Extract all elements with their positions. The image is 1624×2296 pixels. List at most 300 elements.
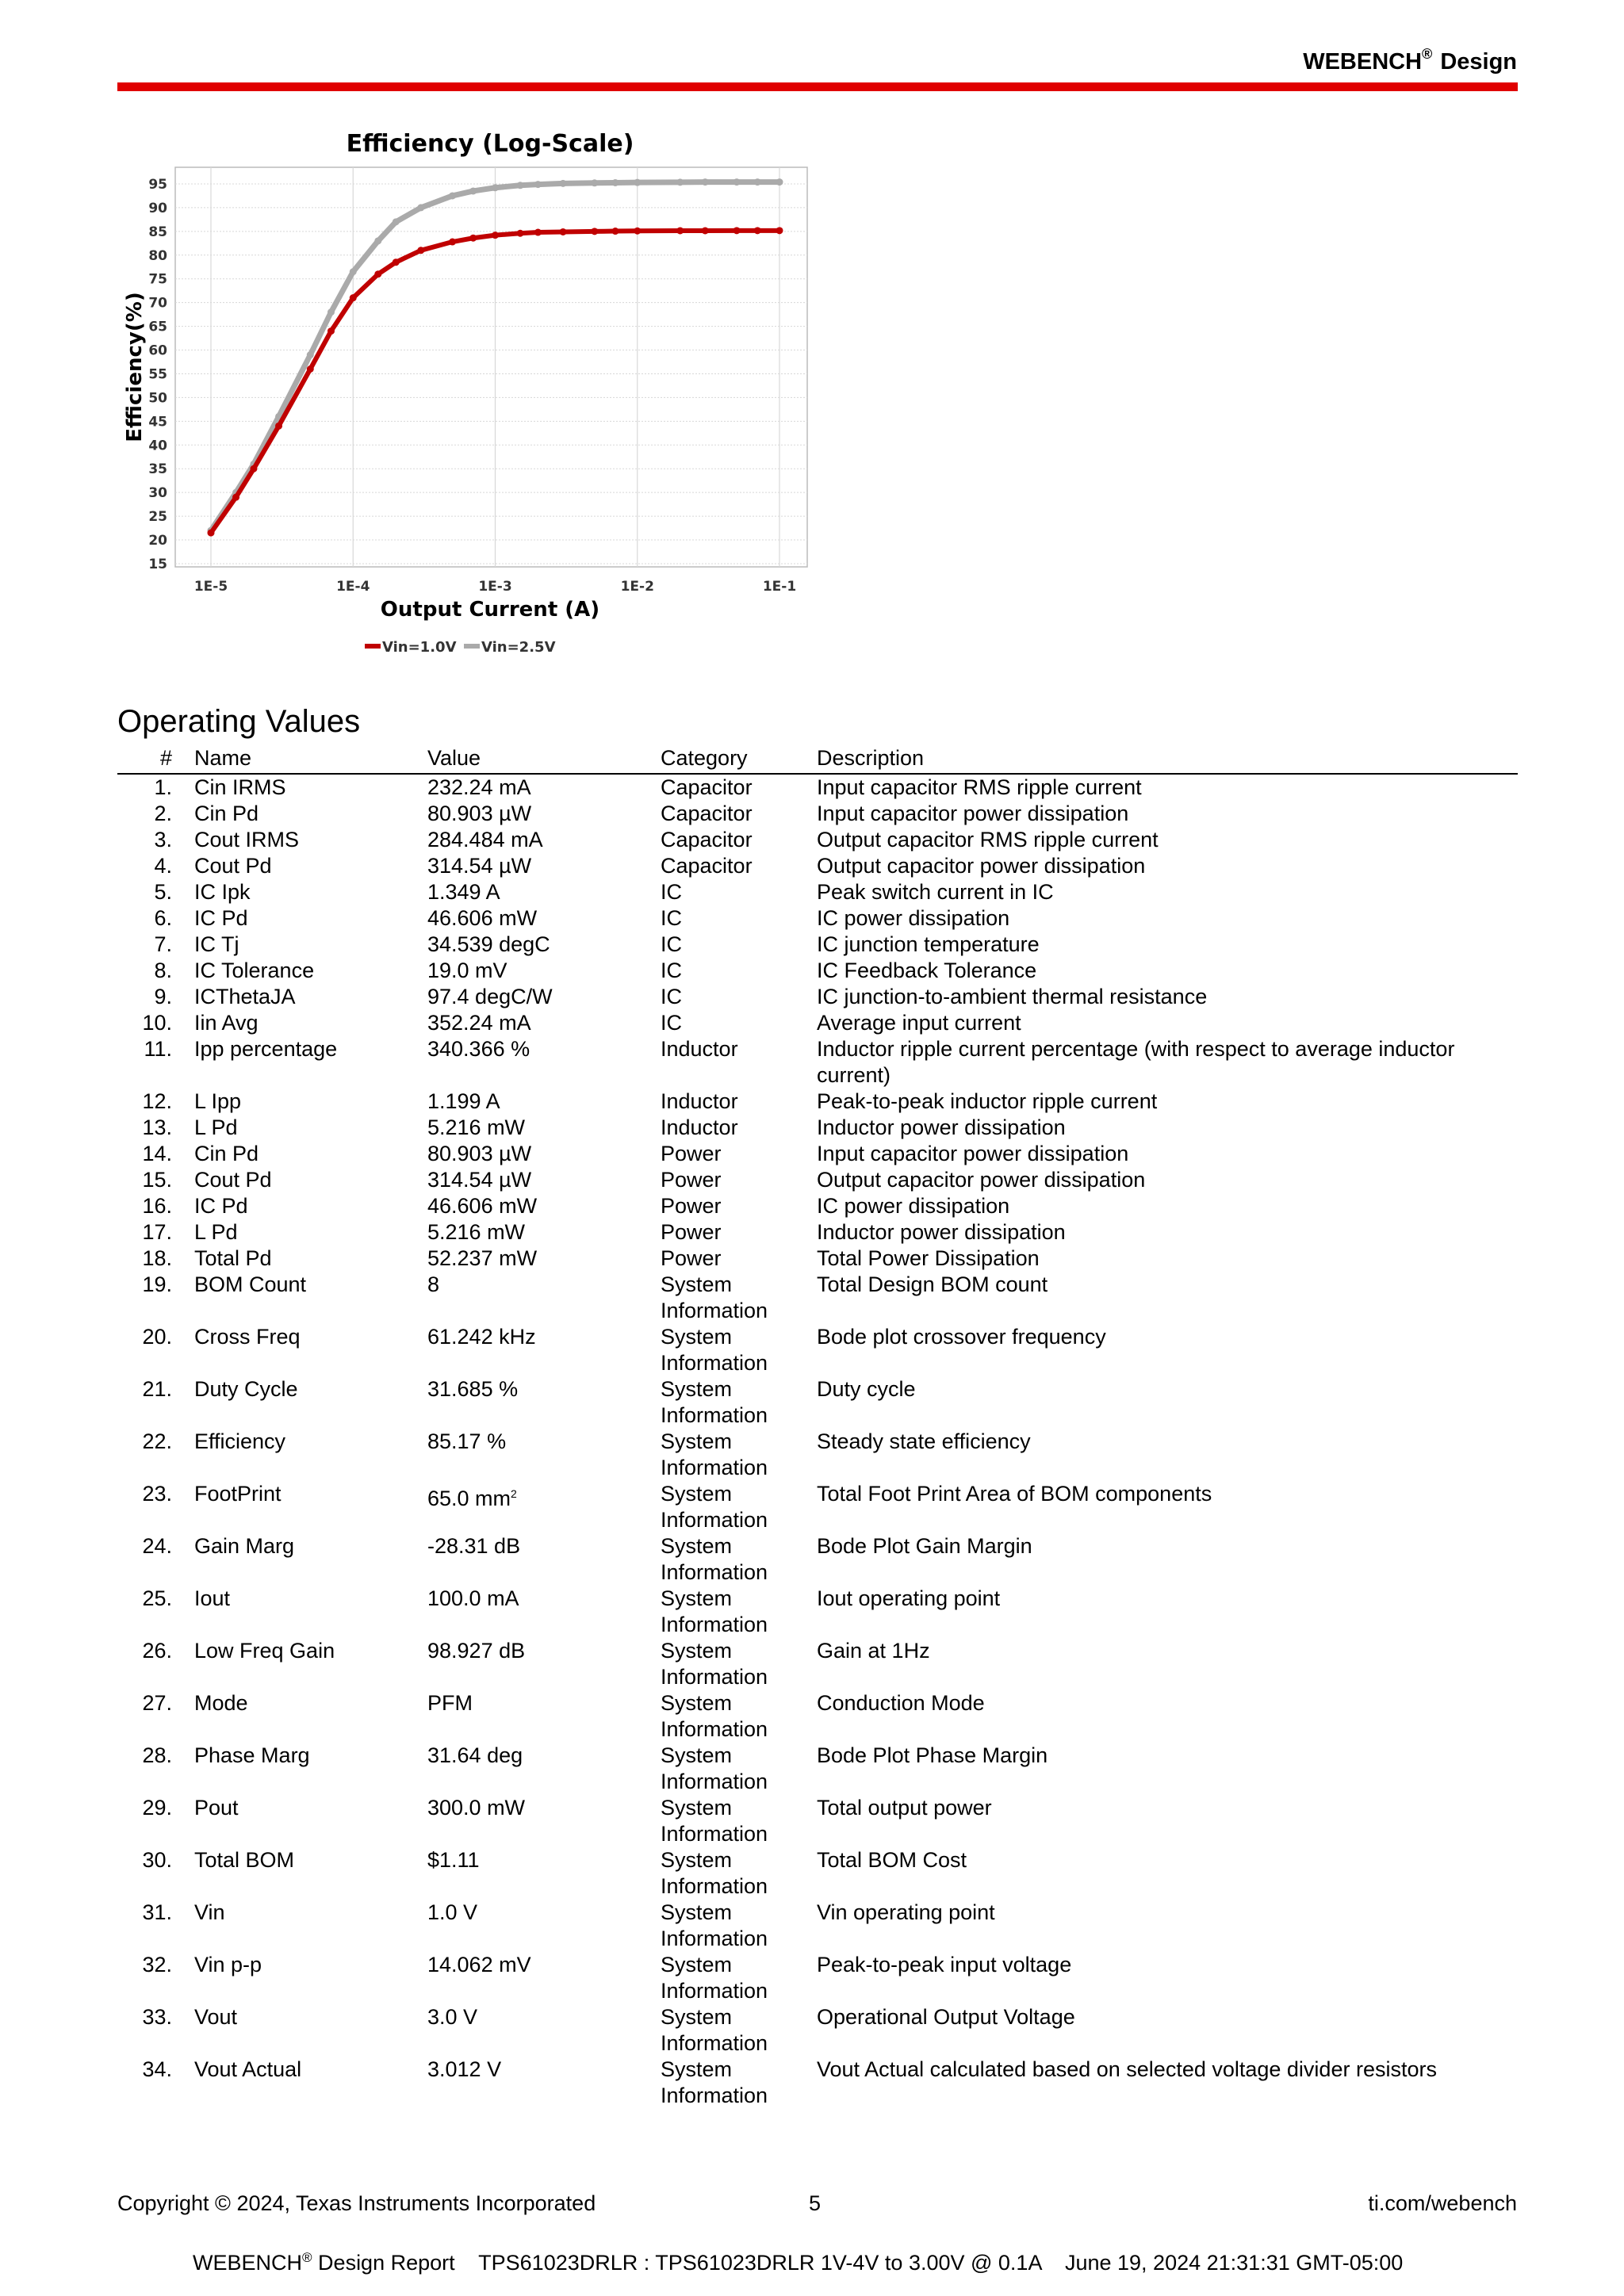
cell-value-text: 80.903 µW [427,802,532,825]
cell-category-text: Power [661,1142,722,1165]
cell-name [194,1743,427,1795]
cell-category [661,1167,817,1193]
cell-num [117,958,194,984]
unit-superscript: 2 [511,1487,517,1500]
cell-num [117,1246,194,1272]
data-point [676,227,684,234]
footer-page-number: 5 [809,2191,822,2215]
table-row [117,1193,1518,1219]
footer-copyright: Copyright © 2024, Texas Instruments Incorporated [117,2191,596,2215]
cell-name [194,827,427,853]
cell-value [427,1193,661,1219]
table-row [117,1089,1518,1115]
cell-description-text: Total BOM Cost [817,1848,967,1872]
cell-category-text: IC [661,959,682,982]
cell-num [117,905,194,932]
data-point [469,187,477,194]
cell-value [427,1586,661,1638]
data-point [307,351,314,358]
cell-num [117,827,194,853]
cell-name-text: IC Ipk [194,880,251,904]
cell-num-text: 14. [142,1142,172,1165]
cell-value [427,1010,661,1036]
table-row [117,1141,1518,1167]
cell-num [117,1036,194,1089]
cell-name [194,1533,427,1586]
cell-category [661,827,817,853]
cell-name-text: L Pd [194,1115,238,1139]
table-row [117,1481,1518,1533]
cell-category [661,879,817,905]
cell-category [661,801,817,827]
cell-name [194,1795,427,1847]
table-row [117,958,1518,984]
x-tick-label: 1E-1 [762,579,797,595]
cell-category [661,1324,817,1376]
cell-description-text: Peak-to-peak inductor ripple current [817,1089,1158,1113]
y-tick-label: 35 [148,461,167,478]
y-tick-label: 25 [148,509,167,526]
cell-num-text: 15. [142,1168,172,1192]
table-row [117,1219,1518,1246]
cell-description [817,1115,1518,1141]
cell-description-text: Inductor ripple current percentage (with respect to average inductor current) [817,1037,1455,1087]
cell-value [427,1795,661,1847]
cell-description [817,958,1518,984]
legend-label-vin-2-5v: Vin=2.5V [481,639,556,656]
cell-num [117,1900,194,1952]
cell-description-text: IC junction-to-ambient thermal resistance [817,985,1208,1008]
cell-num-text: 34. [142,2057,172,2081]
cell-name [194,1376,427,1429]
cell-value [427,2057,661,2109]
cell-value [427,1376,661,1429]
y-tick-label: 40 [148,438,167,454]
cell-category-text: System Information [661,1534,768,1584]
y-tick-label: 20 [148,533,167,549]
cell-category [661,1193,817,1219]
cell-name [194,1586,427,1638]
legend-label-vin-1v: Vin=1.0V [382,639,457,656]
data-point [374,237,381,244]
header-category: Category [661,745,817,774]
cell-description [817,1246,1518,1272]
table-row [117,1795,1518,1847]
cell-num [117,1193,194,1219]
cell-name [194,1246,427,1272]
x-tick-label: 1E-3 [478,579,512,595]
header-brand [1303,46,1517,75]
table-row [117,1010,1518,1036]
cell-description-text: Bode plot crossover frequency [817,1325,1106,1349]
cell-value [427,1847,661,1900]
cell-num-text: 24. [142,1534,172,1558]
cell-num-text: 4. [154,854,172,878]
cell-name-text: L Ipp [194,1089,242,1113]
cell-name-text: Pout [194,1796,239,1820]
table-row [117,1429,1518,1481]
table-row [117,1847,1518,1900]
cell-description-text: Vin operating point [817,1900,995,1924]
cell-num-text: 6. [154,906,172,930]
cell-category [661,1141,817,1167]
cell-value-text: 52.237 mW [427,1246,538,1270]
cell-name-text: ICThetaJA [194,985,296,1008]
cell-name-text: Vin [194,1900,225,1924]
data-point [676,178,684,186]
cell-description [817,1324,1518,1376]
cell-num-text: 29. [142,1796,172,1820]
cell-category [661,984,817,1010]
report-details: Design Report TPS61023DRLR : TPS61023DRLR 1V-4V to 3.00V @ 0.1A June 19, 2024 21:31:31 GMT-05:00 [312,2251,1404,2275]
cell-name [194,958,427,984]
cell-name [194,932,427,958]
cell-num-text: 23. [142,1482,172,1506]
cell-num [117,853,194,879]
header-brand-suffix: Design [1440,49,1517,75]
y-tick-label: 90 [148,200,167,216]
cell-description [817,879,1518,905]
cell-num-text: 8. [154,959,172,982]
cell-description-text: Peak-to-peak input voltage [817,1953,1072,1976]
cell-name [194,1952,427,2004]
cell-description-text: Input capacitor power dissipation [817,802,1129,825]
table-row [117,1246,1518,1272]
cell-value-text: 80.903 µW [427,1142,532,1165]
cell-value-text: 284.484 mA [427,828,543,851]
cell-num [117,1167,194,1193]
cell-value-text: 5.216 mW [427,1115,526,1139]
data-point [275,423,282,430]
x-axis-label: Output Current (A) [380,598,600,622]
data-point [776,227,783,234]
cell-name-text: BOM Count [194,1272,307,1296]
cell-value [427,774,661,801]
cell-name-text: Gain Marg [194,1534,295,1558]
cell-description-text: Inductor power dissipation [817,1115,1066,1139]
cell-description-text: Output capacitor RMS ripple current [817,828,1159,851]
cell-description [817,1141,1518,1167]
cell-num [117,1324,194,1376]
cell-value-text: 340.366 % [427,1037,530,1061]
cell-num-text: 22. [142,1429,172,1453]
cell-category-text: System Information [661,1482,768,1532]
cell-name [194,853,427,879]
table-row [117,1167,1518,1193]
cell-num [117,1690,194,1743]
cell-category-text: Capacitor [661,828,753,851]
cell-category-text: Capacitor [661,802,753,825]
data-point [517,230,524,237]
y-tick-label: 55 [148,366,167,383]
data-point [634,179,641,186]
table-row [117,2004,1518,2057]
table-row [117,1324,1518,1376]
cell-description-text: Bode Plot Gain Margin [817,1534,1032,1558]
chart-title: Efficiency (Log-Scale) [346,130,634,158]
cell-value-text: 46.606 mW [427,1194,538,1218]
section-title: Operating Values [117,704,361,739]
cell-value-text: 46.606 mW [427,906,538,930]
cell-value-text: 85.17 % [427,1429,507,1453]
cell-name [194,1638,427,1690]
cell-value [427,1115,661,1141]
header-value: Value [427,745,661,774]
cell-num-text: 25. [142,1586,172,1610]
data-point [393,258,400,266]
cell-name [194,1193,427,1219]
cell-category [661,1847,817,1900]
cell-num-text: 7. [154,932,172,956]
cell-category-text: System Information [661,2057,768,2107]
cell-category-text: Power [661,1220,722,1244]
data-point [492,184,499,191]
cell-num [117,1795,194,1847]
data-point [492,232,499,239]
cell-description-text: Total Foot Print Area of BOM components [817,1482,1212,1506]
cell-category-text: System Information [661,1325,768,1375]
cell-category-text: Inductor [661,1115,738,1139]
cell-name [194,1847,427,1900]
cell-num-text: 1. [154,775,172,799]
cell-description [817,1089,1518,1115]
cell-description-text: Operational Output Voltage [817,2005,1075,2029]
cell-category [661,2057,817,2109]
cell-value-text: 34.539 degC [427,932,550,956]
cell-description [817,1952,1518,2004]
cell-description [817,2057,1518,2109]
cell-description-text: Steady state efficiency [817,1429,1031,1453]
cell-description-text: IC power dissipation [817,906,1010,930]
cell-value [427,1167,661,1193]
table-header-row [117,745,1518,774]
cell-description [817,2004,1518,2057]
cell-name-text: Cin Pd [194,802,259,825]
cell-name [194,1429,427,1481]
table-row [117,932,1518,958]
cell-num [117,932,194,958]
data-point [560,228,567,235]
cell-category-text: System Information [661,1848,768,1898]
cell-value [427,1272,661,1324]
cell-value-text: 61.242 kHz [427,1325,536,1349]
cell-name [194,1010,427,1036]
cell-description-text: Input capacitor power dissipation [817,1142,1129,1165]
data-point [449,192,456,199]
cell-value-text: $1.11 [427,1848,480,1872]
cell-num [117,1272,194,1324]
cell-description [817,905,1518,932]
cell-value [427,1246,661,1272]
report-line [193,2250,1403,2275]
cell-name-text: IC Tolerance [194,959,315,982]
data-point [517,182,524,189]
cell-description-text: Inductor power dissipation [817,1220,1066,1244]
cell-name-text: IC Pd [194,906,248,930]
cell-category-text: System Information [661,1796,768,1846]
cell-name-text: Total Pd [194,1246,272,1270]
header-description: Description [817,745,1518,774]
cell-num-text: 32. [142,1953,172,1976]
data-point [611,228,619,235]
data-point [417,204,424,211]
cell-category [661,853,817,879]
cell-description-text: IC Feedback Tolerance [817,959,1037,982]
cell-category [661,1638,817,1690]
cell-name-text: Efficiency [194,1429,286,1453]
cell-description [817,1847,1518,1900]
data-point [350,268,357,275]
cell-category [661,1586,817,1638]
cell-name [194,2057,427,2109]
data-point [374,270,381,277]
cell-name-text: Cout Pd [194,854,272,878]
cell-value-text: 97.4 degC/W [427,985,553,1008]
cell-value-text: 232.24 mA [427,775,531,799]
data-point [534,229,542,236]
cell-name [194,1141,427,1167]
cell-name-text: FootPrint [194,1482,282,1506]
cell-value-text: 300.0 mW [427,1796,526,1820]
cell-category [661,1272,817,1324]
table-row [117,1952,1518,2004]
cell-category-text: IC [661,906,682,930]
table-row [117,1115,1518,1141]
cell-value [427,1743,661,1795]
header-name: Name [194,745,427,774]
cell-category [661,1900,817,1952]
cell-category-text: IC [661,932,682,956]
cell-num [117,1376,194,1429]
cell-value [427,801,661,827]
header-num: # [117,745,194,774]
cell-num-text: 30. [142,1848,172,1872]
table-row [117,1533,1518,1586]
cell-name [194,1089,427,1115]
cell-value-text: 100.0 mA [427,1586,519,1610]
cell-value [427,1141,661,1167]
cell-num [117,1010,194,1036]
cell-description [817,1167,1518,1193]
table-row [117,801,1518,827]
data-point [591,228,598,235]
table-row [117,879,1518,905]
data-point [469,235,477,242]
cell-category-text: System Information [661,1691,768,1741]
cell-category-text: IC [661,880,682,904]
cell-description-text: Gain at 1Hz [817,1639,930,1663]
cell-category [661,932,817,958]
footer-site-link[interactable]: ti.com/webench [1368,2191,1517,2215]
cell-num-text: 19. [142,1272,172,1296]
cell-name-text: Cross Freq [194,1325,301,1349]
cell-num [117,1429,194,1481]
cell-category [661,1481,817,1533]
cell-value-text: 1.0 V [427,1900,478,1924]
cell-name-text: IC Tj [194,932,239,956]
x-tick-label: 1E-2 [620,579,654,595]
plot-area [175,167,807,567]
cell-description-text: Output capacitor power dissipation [817,1168,1146,1192]
cell-description-text: Conduction Mode [817,1691,985,1715]
cell-description [817,1795,1518,1847]
cell-category [661,1089,817,1115]
cell-description [817,1481,1518,1533]
y-tick-label: 80 [148,247,167,264]
data-point [208,530,215,537]
cell-num [117,2004,194,2057]
cell-category-text: Power [661,1246,722,1270]
cell-num-text: 26. [142,1639,172,1663]
cell-category [661,1795,817,1847]
cell-category [661,1036,817,1089]
cell-num-text: 5. [154,880,172,904]
cell-value-text: -28.31 dB [427,1534,521,1558]
cell-category-text: System Information [661,2005,768,2055]
cell-value-text: 31.64 deg [427,1743,523,1767]
y-tick-label: 15 [148,557,167,572]
cell-num-text: 17. [142,1220,172,1244]
registered-mark: ® [1422,46,1433,62]
table-row [117,984,1518,1010]
cell-value-text: 314.54 µW [427,854,532,878]
cell-description-text: Total Power Dissipation [817,1246,1040,1270]
data-point [417,247,424,254]
cell-name-text: L Pd [194,1220,238,1244]
cell-description [817,1743,1518,1795]
cell-name-text: Low Freq Gain [194,1639,335,1663]
cell-value [427,958,661,984]
cell-category [661,1429,817,1481]
cell-description-text: Total output power [817,1796,992,1820]
cell-category-text: System Information [661,1953,768,2003]
cell-value [427,1036,661,1089]
cell-value-text: PFM [427,1691,473,1715]
cell-category-text: Capacitor [661,775,753,799]
cell-name-text: IC Pd [194,1194,248,1218]
data-point [754,178,761,186]
cell-name-text: Iout [194,1586,231,1610]
cell-category-text: System Information [661,1429,768,1479]
cell-name [194,1272,427,1324]
cell-num-text: 10. [142,1011,172,1035]
y-tick-label: 50 [148,390,167,407]
cell-name [194,1115,427,1141]
cell-description [817,801,1518,827]
cell-description-text: Total Design BOM count [817,1272,1048,1296]
cell-value [427,2004,661,2057]
cell-category [661,905,817,932]
table-row [117,774,1518,801]
cell-name-text: Cout Pd [194,1168,272,1192]
cell-description [817,1193,1518,1219]
cell-name-text: Ipp percentage [194,1037,338,1061]
cell-value-text: 8 [427,1272,440,1296]
cell-num-text: 31. [142,1900,172,1924]
cell-num-text: 9. [154,985,172,1008]
data-point [733,178,741,186]
cell-num-text: 20. [142,1325,172,1349]
cell-description [817,1690,1518,1743]
cell-num-text: 28. [142,1743,172,1767]
cell-name-text: Vout [194,2005,238,2029]
data-point [534,181,542,188]
cell-description-text: Output capacitor power dissipation [817,854,1146,878]
cell-category [661,1743,817,1795]
cell-num [117,1952,194,2004]
cell-num-text: 27. [142,1691,172,1715]
cell-name-text: Mode [194,1691,248,1715]
